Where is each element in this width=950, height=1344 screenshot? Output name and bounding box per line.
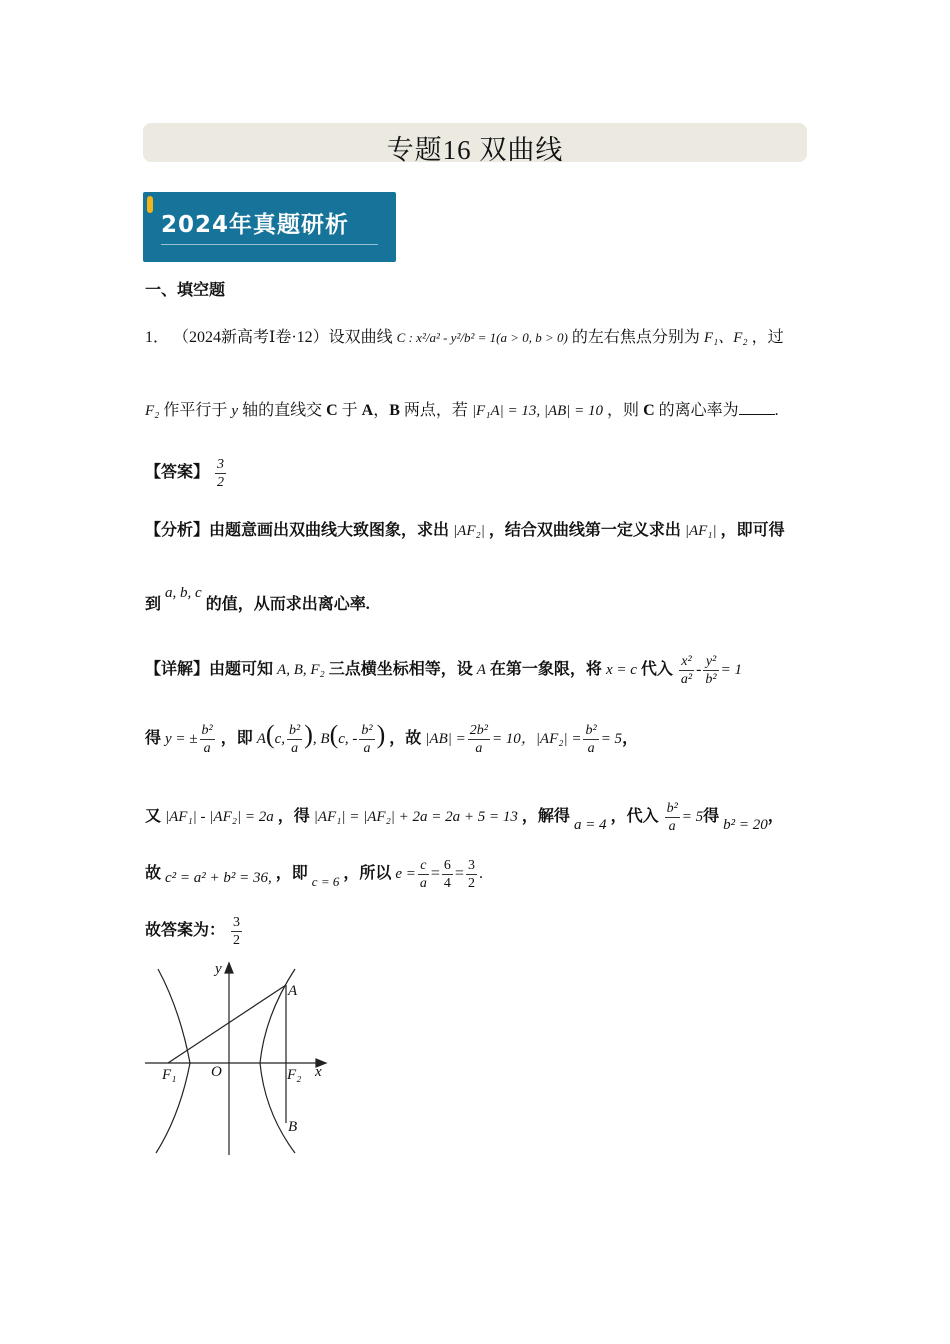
period: . xyxy=(478,865,483,883)
foci-label: F₁、F₂ xyxy=(703,330,748,346)
title-bar xyxy=(143,123,807,165)
given-condition: |F₁A| = 13, |AB| = 10 xyxy=(471,403,604,419)
fraction-numerator: 2b² xyxy=(469,723,488,738)
detail-text: 由题可知 xyxy=(209,661,274,679)
a-value: a = 4 xyxy=(573,817,607,834)
point-a: A xyxy=(361,402,374,419)
coord-c-neg: c, - xyxy=(338,731,358,748)
analysis-label: 【分析】 xyxy=(145,522,210,539)
fraction-numerator: 6 xyxy=(443,858,451,873)
fraction-denominator: b² xyxy=(705,672,717,687)
fraction-denominator: a xyxy=(587,741,595,756)
fraction-numerator: 3 xyxy=(467,858,475,873)
points-abf2: A, B, F₂ xyxy=(277,662,325,679)
fraction-denominator: 4 xyxy=(443,876,451,891)
detail-text: 三点横坐标相等，设 xyxy=(328,661,473,679)
fraction-denominator: 2 xyxy=(467,876,475,891)
detail-label: 【详解】 xyxy=(145,661,210,679)
abc-variables: a, b, c xyxy=(165,585,202,601)
af1-value: |AF₁| = |AF₂| + 2a = 2a + 5 = 13 xyxy=(313,809,518,826)
abs-af2: ，|AF₂| = xyxy=(520,731,582,748)
x2-over-a2 xyxy=(679,653,694,688)
fraction-numerator: b² xyxy=(666,801,678,816)
answer-fraction xyxy=(215,456,226,491)
detail-text: ，所以 xyxy=(343,865,392,883)
f1-label: F₁ xyxy=(162,1067,177,1083)
abs-ab: |AB| = xyxy=(425,731,466,748)
question-1-line-1 xyxy=(145,327,784,349)
section-heading: 一、填空题 xyxy=(145,282,226,299)
fraction-numerator: c xyxy=(418,857,429,875)
fraction-numerator: 3 xyxy=(217,457,225,472)
detail-text: ，即 xyxy=(275,865,308,883)
c2-value: c² = a² + b² = 36, xyxy=(165,870,272,887)
y-variable: y xyxy=(231,403,239,419)
analysis-text: ，即可得 xyxy=(720,522,785,539)
fraction-denominator: a xyxy=(363,741,371,756)
answer-label: 【答案】 xyxy=(145,464,210,482)
detail-text: ，故 xyxy=(389,730,422,748)
detail-text: ， xyxy=(767,808,784,826)
fraction-numerator: y² xyxy=(703,653,718,671)
point-a-label: A xyxy=(288,983,298,999)
question-1-line-2 xyxy=(145,400,779,422)
f2-label: F₂ xyxy=(287,1067,302,1083)
detail-text: 得 xyxy=(145,730,162,748)
b2-over-a xyxy=(200,722,215,757)
eccentricity: e = xyxy=(395,866,416,883)
equals-one: = 1 xyxy=(720,662,742,679)
fraction-denominator: 2 xyxy=(217,475,225,490)
fraction-denominator: a xyxy=(291,741,299,756)
answer-blank xyxy=(739,400,775,415)
abs-af1: |AF₁| xyxy=(684,523,717,539)
detail-text: ，得 xyxy=(277,808,310,826)
analysis-line-1 xyxy=(145,520,785,542)
x-axis-label: x xyxy=(315,1064,322,1080)
detail-text: 得 xyxy=(703,808,720,826)
banner-underline xyxy=(161,244,378,245)
curve-equation: C : x²/a² - y²/b² = 1(a > 0, b > 0) xyxy=(396,330,568,345)
x-equals-c: x = c xyxy=(605,662,637,679)
detail-text: ，代入 xyxy=(610,808,659,826)
answer-line xyxy=(145,456,228,491)
point-a: A xyxy=(476,662,486,679)
question-text: 轴的直线交 xyxy=(242,402,323,419)
fraction-denominator: a xyxy=(419,876,427,891)
fraction-numerator: b² xyxy=(361,723,373,738)
analysis-line-2 xyxy=(145,585,370,616)
detail-line-3 xyxy=(145,800,784,835)
fraction-numerator: x² xyxy=(679,653,694,671)
origin-label: O xyxy=(211,1064,222,1080)
year-banner xyxy=(143,192,396,262)
banner-title: 2024年真题研析 xyxy=(161,212,350,238)
six-over-four xyxy=(442,857,453,892)
question-text: 作平行于 xyxy=(163,402,228,419)
2b2-over-a xyxy=(468,722,490,757)
fraction-numerator: 3 xyxy=(233,915,241,930)
equals-five: = 5 xyxy=(681,809,704,826)
analysis-text: ，结合双曲线第一定义求出 xyxy=(488,522,681,539)
point-b: B xyxy=(389,402,400,419)
fraction-denominator: a xyxy=(668,819,676,834)
detail-text: ，解得 xyxy=(521,808,570,826)
abs-af2: |AF₂| xyxy=(453,523,485,539)
question-text: ，则 xyxy=(607,402,640,419)
detail-text: ，即 xyxy=(220,730,253,748)
question-text: 于 xyxy=(341,402,358,419)
b2-over-a xyxy=(665,800,680,835)
question-text: 的左右焦点分别为 xyxy=(571,329,700,346)
c-value: c = 6 xyxy=(311,874,340,890)
y-plus-minus: y = ± xyxy=(165,731,198,748)
detail-text: 故 xyxy=(145,865,162,883)
fraction-numerator: b² xyxy=(201,723,213,738)
three-over-two xyxy=(466,857,477,892)
final-answer-line xyxy=(145,914,244,949)
fraction-numerator: b² xyxy=(289,723,301,738)
y-axis-arrow xyxy=(225,963,233,973)
b2-over-a xyxy=(583,722,598,757)
fraction-numerator: b² xyxy=(585,723,597,738)
b2-value: b² = 20 xyxy=(723,817,768,834)
question-number: 1． xyxy=(145,329,170,346)
focus-f2: F₂ xyxy=(145,403,160,419)
equals-ten: = 10 xyxy=(491,731,521,748)
page-title: 专题16 双曲线 xyxy=(386,135,564,165)
coord-c: c, xyxy=(274,731,286,748)
fraction-denominator: a² xyxy=(680,672,693,687)
detail-line-2: 得 y = ± $\frac{\text{b²}}{a}$ ，即 A(c, $\frac{\text{b²}}{a}$ ), B(c, - $\frac{\text{b²}}{a}$ ) ，故 |AB| = $\frac{\text{2b²}}{a}$ = 10，|AF₂| = $\frac{\text{b²}}{a}$ = 5， xyxy=(145,720,639,756)
analysis-text: 的值，从而求出离心率. xyxy=(205,596,370,613)
point-b-label: B xyxy=(288,1119,298,1135)
period: . xyxy=(774,402,779,419)
fraction-denominator: a xyxy=(203,741,211,756)
detail-text: 在第一象限，将 xyxy=(489,661,602,679)
question-text: 两点，若 xyxy=(403,402,468,419)
banner-accent xyxy=(147,196,153,213)
left-branch xyxy=(156,969,190,1153)
final-label: 故答案为： xyxy=(145,922,226,940)
detail-text: 又 xyxy=(145,808,162,826)
question-text: 的离心率为 xyxy=(658,402,739,419)
point-b: , B xyxy=(312,731,330,748)
point-a: A xyxy=(256,731,266,748)
curve-c: C xyxy=(326,402,338,419)
detail-line-4: 故 c² = a² + b² = 36, ，即 $_{c = 6}$ ，所以 e = $\frac{c}{a}$ = $\frac{6}{4}$ = $\frac{3}{2}$ . xyxy=(145,858,483,891)
detail-text: ， xyxy=(622,730,639,748)
y2-over-b2 xyxy=(703,653,718,688)
b2-over-a xyxy=(287,722,302,757)
y-axis-label: y xyxy=(215,961,222,977)
hyperbola-figure xyxy=(140,955,340,1165)
fraction-denominator: a xyxy=(475,741,483,756)
comma: ， xyxy=(373,402,390,419)
curve-c: C xyxy=(643,402,655,419)
question-source: （2024新高考Ⅰ卷·12）设双曲线 xyxy=(173,329,393,346)
question-text: ，过 xyxy=(751,329,784,346)
analysis-text: 到 xyxy=(145,596,162,613)
b2-over-a xyxy=(359,722,374,757)
fraction-denominator: 2 xyxy=(233,933,241,948)
detail-line-1: 【详解】由题可知 A, B, F₂ 三点横坐标相等，设 A 在第一象限，将 x = c 代入 $\frac{\text{x²}}{\text{a²}}$ - $\frac{\text{y²}}{\text{b²}}$ = 1 xyxy=(145,654,742,687)
final-fraction xyxy=(231,914,242,949)
c-over-a xyxy=(418,857,429,892)
first-definition: |AF₁| - |AF₂| = 2a xyxy=(165,809,274,826)
detail-text: 代入 xyxy=(640,661,673,679)
analysis-text: 由题意画出双曲线大致图象，求出 xyxy=(209,522,450,539)
equals-five: = 5 xyxy=(600,731,623,748)
